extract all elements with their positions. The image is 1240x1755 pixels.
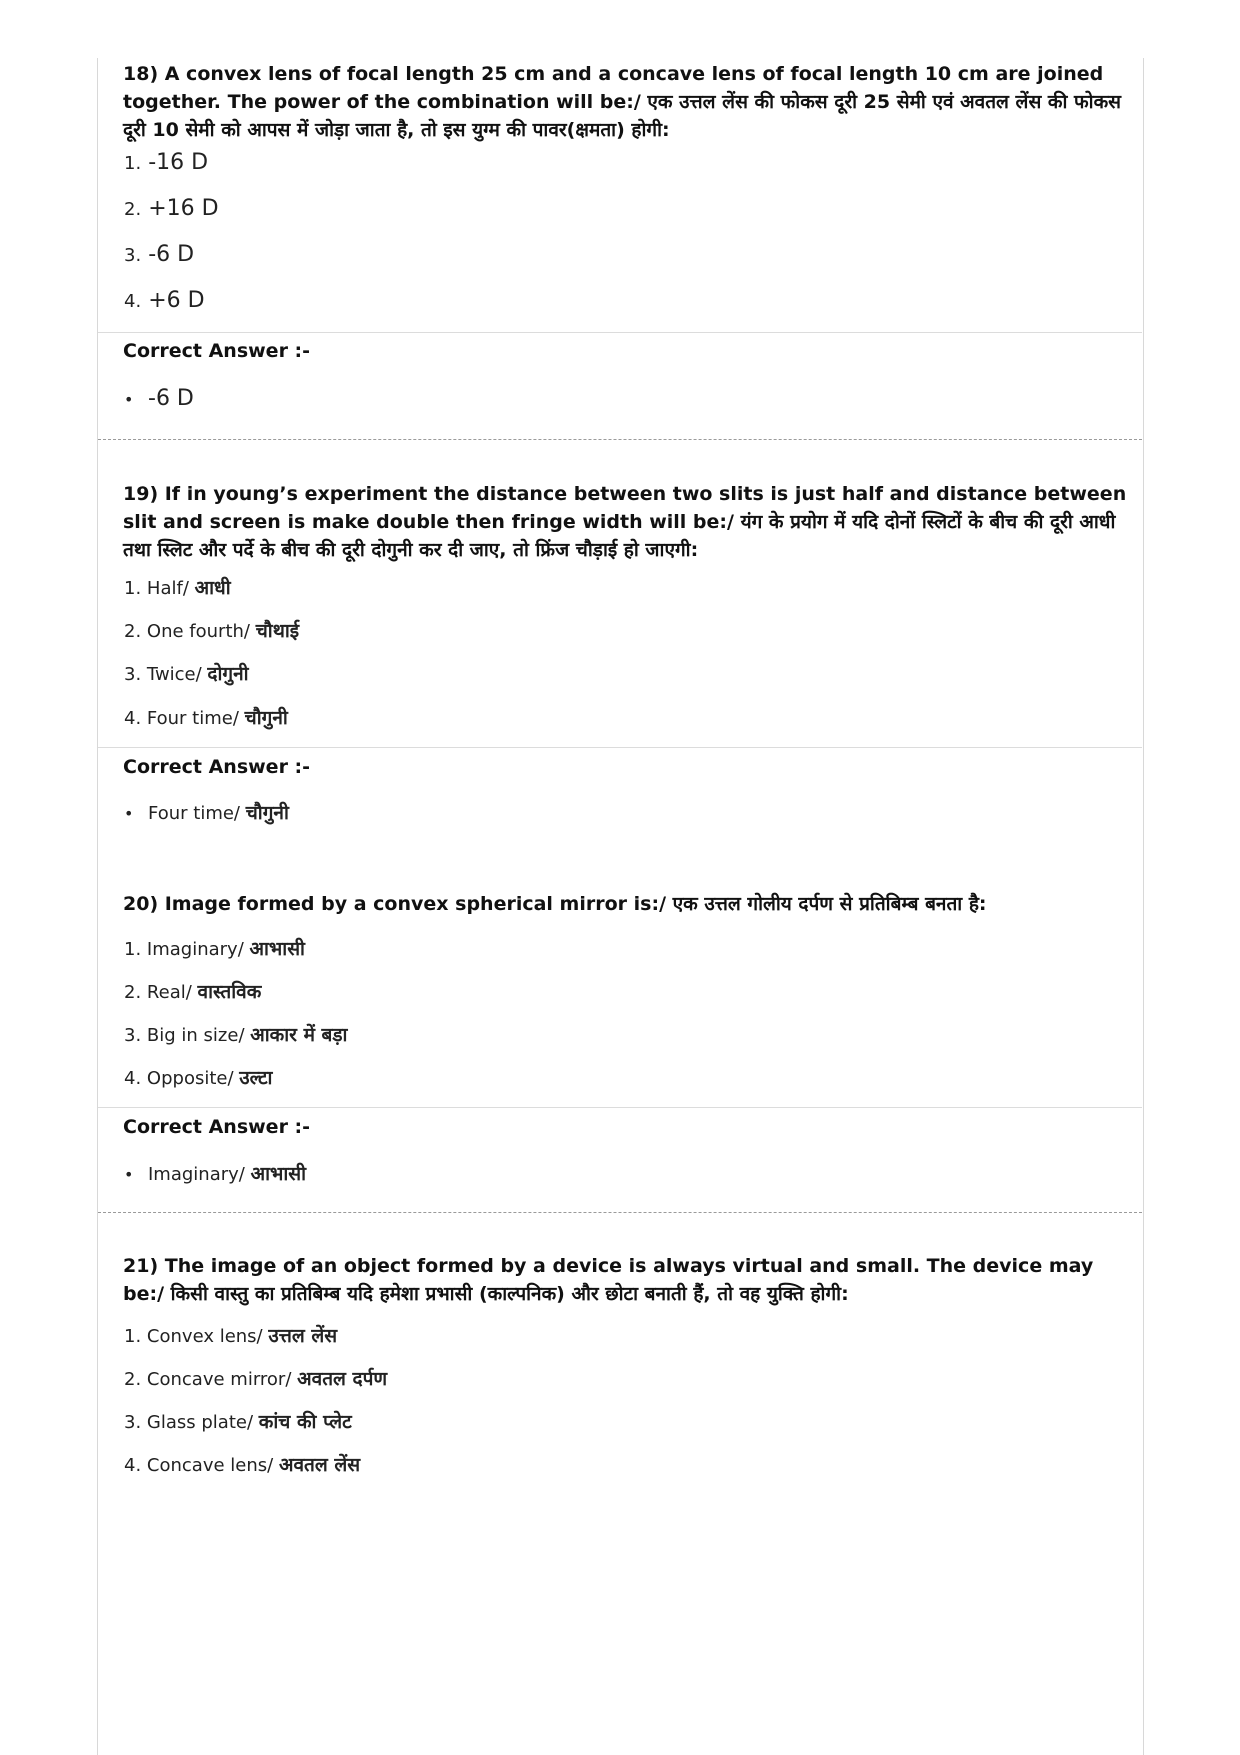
correct-answer-19: [124, 799, 289, 825]
option-20-3[interactable]: [124, 1021, 347, 1047]
option-text-hindi: अवतल लेंस: [278, 1454, 361, 1476]
option-number: 1.: [124, 939, 142, 960]
option-21-4[interactable]: [124, 1451, 360, 1477]
option-text: Opposite/: [146, 1068, 240, 1089]
divider: [98, 747, 1142, 748]
correct-answer-label: Correct Answer :-: [123, 756, 311, 778]
option-text: Four time/: [146, 708, 245, 729]
option-text-hindi: कांच की प्लेट: [258, 1411, 352, 1433]
option-text-hindi: चौथाई: [255, 620, 300, 642]
question-19-title: 19) If in young’s experiment the distance between two slits is just half and distance between slit and screen is make double then fringe width will be:/ यंग के प्रयोग में यदि दोनों स्लिटों के बीच की दूरी आधी तथा स्लिट और पर्दे के बीच की दूरी दोगुनी कर दी जाए, तो फ्रिंज चौड़ाई हो जाएगी:: [123, 483, 1127, 561]
option-number: 2.: [124, 621, 142, 642]
option-text-hindi: उत्तल लेंस: [268, 1325, 338, 1347]
bullet: •: [124, 804, 134, 823]
option-18-2[interactable]: [124, 196, 219, 221]
option-text: Half/: [146, 578, 195, 599]
option-text: Glass plate/: [146, 1412, 259, 1433]
correct-answer-20: [124, 1160, 306, 1186]
answer-text-hindi: चौगुनी: [245, 802, 289, 824]
divider: [98, 1107, 1142, 1108]
option-20-4[interactable]: [124, 1064, 272, 1090]
option-21-2[interactable]: [124, 1365, 387, 1391]
divider: [98, 332, 1142, 333]
option-text-hindi: अवतल दर्पण: [297, 1368, 388, 1390]
option-text: Convex lens/: [146, 1326, 269, 1347]
option-text: +16 D: [148, 196, 219, 221]
option-number: 2.: [124, 199, 142, 220]
option-19-1[interactable]: [124, 574, 231, 600]
option-18-3[interactable]: [124, 242, 194, 267]
option-number: 4.: [124, 291, 142, 312]
answer-text: -6 D: [148, 386, 194, 411]
option-21-3[interactable]: [124, 1408, 352, 1434]
option-text: Concave lens/: [146, 1455, 279, 1476]
option-number: 4.: [124, 708, 142, 729]
option-text-hindi: वास्तविक: [197, 981, 262, 1003]
option-number: 1.: [124, 153, 142, 174]
correct-answer-label: Correct Answer :-: [123, 340, 311, 362]
option-text: Real/: [146, 982, 198, 1003]
option-text: +6 D: [148, 288, 205, 313]
option-number: 4.: [124, 1068, 142, 1089]
question-20-title: 20) Image formed by a convex spherical mirror is:/ एक उत्तल गोलीय दर्पण से प्रतिबिम्ब बनता है:: [123, 893, 987, 915]
option-number: 3.: [124, 1025, 142, 1046]
option-text-hindi: उल्टा: [239, 1067, 273, 1089]
option-18-4[interactable]: [124, 288, 205, 313]
option-number: 4.: [124, 1455, 142, 1476]
option-number: 3.: [124, 245, 142, 266]
option-text-hindi: दोगुनी: [207, 663, 249, 685]
option-text: Imaginary/: [146, 939, 250, 960]
question-separator: [98, 439, 1142, 440]
option-text: Concave mirror/: [146, 1369, 298, 1390]
option-19-2[interactable]: [124, 617, 299, 643]
answer-text-hindi: आभासी: [250, 1163, 307, 1185]
question-21-title: 21) The image of an object formed by a device is always virtual and small. The device may be:/ किसी वास्तु का प्रतिबिम्ब यदि हमेशा प्रभासी (काल्पनिक) और छोटा बनाती हैं, तो वह युक्ति होगी:: [123, 1255, 1094, 1305]
option-text: -16 D: [148, 150, 209, 175]
option-text-hindi: आधी: [194, 577, 231, 599]
option-number: 1.: [124, 578, 142, 599]
question-separator: [98, 1212, 1142, 1213]
option-text: -6 D: [148, 242, 195, 267]
option-text: Big in size/: [146, 1025, 251, 1046]
option-text: One fourth/: [146, 621, 256, 642]
option-19-3[interactable]: [124, 660, 249, 686]
bullet: •: [124, 390, 134, 409]
option-number: 2.: [124, 982, 142, 1003]
answer-text: Imaginary/: [148, 1164, 251, 1185]
bullet: •: [124, 1165, 134, 1184]
option-18-1[interactable]: [124, 150, 208, 175]
question-18-title: 18) A convex lens of focal length 25 cm and a concave lens of focal length 10 cm are joined together. The power of the combination will be:/ एक उत्तल लेंस की फोकस दूरी 25 सेमी एवं अवतल लेंस की फोकस दूरी 10 सेमी को आपस में जोड़ा जाता है, तो इस युग्म की पावर(क्षमता) होगी:: [123, 63, 1122, 141]
option-text: Twice/: [146, 664, 208, 685]
option-number: 3.: [124, 1412, 142, 1433]
option-number: 3.: [124, 664, 142, 685]
option-19-4[interactable]: [124, 704, 288, 730]
option-20-2[interactable]: [124, 978, 261, 1004]
correct-answer-label: Correct Answer :-: [123, 1116, 311, 1138]
option-number: 2.: [124, 1369, 142, 1390]
option-21-1[interactable]: [124, 1322, 337, 1348]
option-20-1[interactable]: [124, 935, 305, 961]
option-text-hindi: आकार में बड़ा: [250, 1024, 348, 1046]
option-text-hindi: आभासी: [249, 938, 305, 960]
option-text-hindi: चौगुनी: [244, 707, 288, 729]
correct-answer-18: [124, 386, 194, 411]
answer-text: Four time/: [148, 803, 246, 824]
option-number: 1.: [124, 1326, 142, 1347]
